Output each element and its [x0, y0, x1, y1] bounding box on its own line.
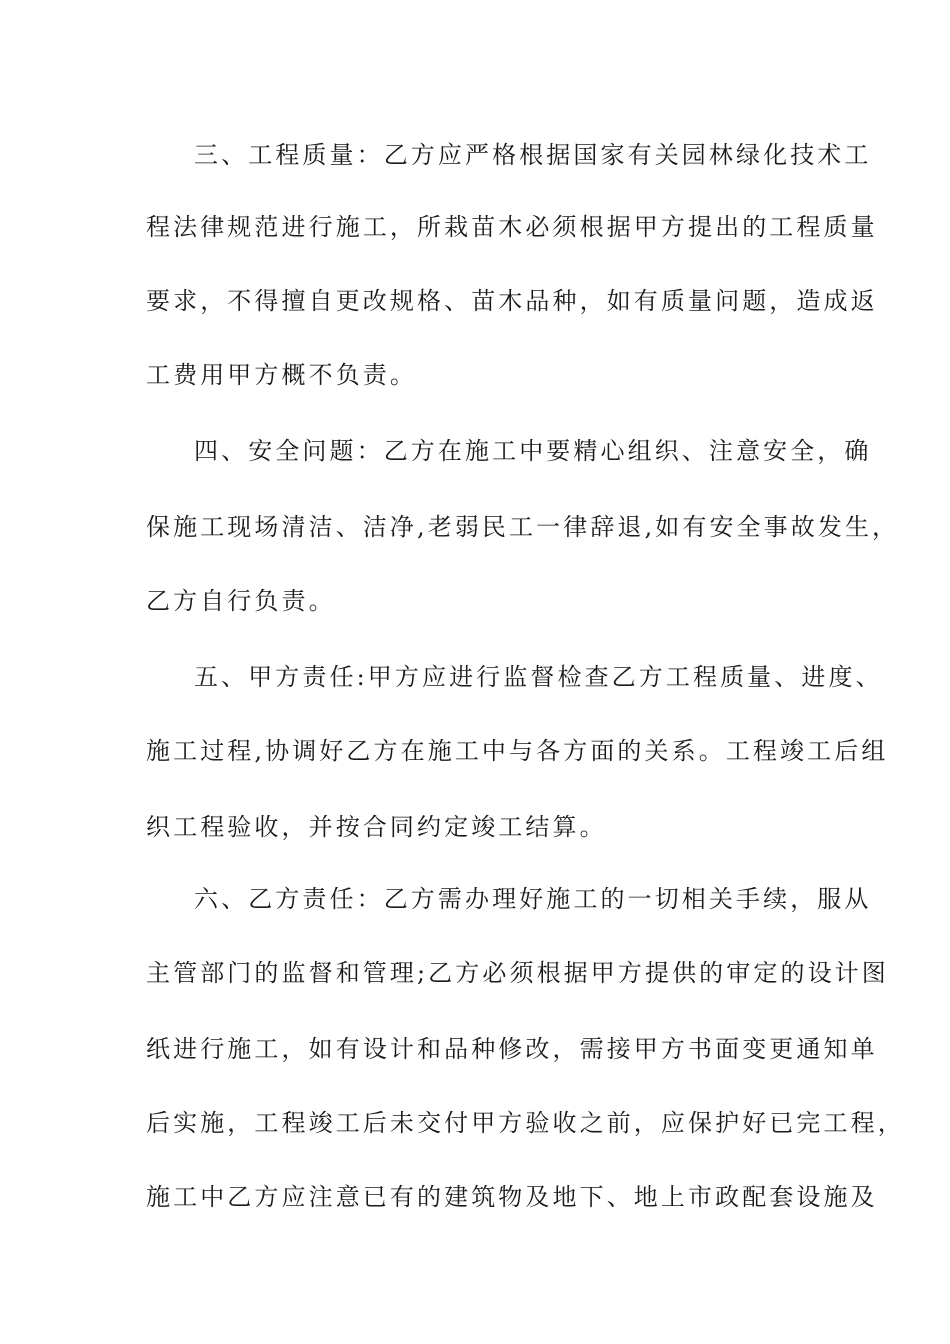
paragraph-6-line-1: 六、乙方责任：乙方需办理好施工的一切相关手续，服从 — [194, 885, 872, 913]
paragraph-4-line-2: 保施工现场清洁、洁净,老弱民工一律辞退,如有安全事故发生， — [146, 513, 900, 541]
paragraph-4-line-3: 乙方自行负责。 — [146, 587, 336, 615]
paragraph-5-line-3: 织工程验收，并按合同约定竣工结算。 — [146, 813, 607, 841]
paragraph-6-line-4: 后实施，工程竣工后未交付甲方验收之前，应保护好已完工程， — [146, 1109, 905, 1137]
paragraph-5-line-2: 施工过程,协调好乙方在施工中与各方面的关系。工程竣工后组 — [146, 737, 889, 765]
paragraph-3-line-1: 三、工程质量：乙方应严格根据国家有关园林绿化技术工 — [194, 141, 872, 169]
paragraph-6-line-2: 主管部门的监督和管理;乙方必须根据甲方提供的审定的设计图 — [146, 959, 889, 987]
paragraph-3-line-4: 工费用甲方概不负责。 — [146, 361, 417, 389]
paragraph-4-line-1: 四、安全问题：乙方在施工中要精心组织、注意安全，确 — [194, 437, 872, 465]
paragraph-6-line-3: 纸进行施工，如有设计和品种修改，需接甲方书面变更通知单 — [146, 1035, 878, 1063]
paragraph-6-line-5: 施工中乙方应注意已有的建筑物及地下、地上市政配套设施及 — [146, 1183, 878, 1211]
paragraph-3-line-2: 程法律规范进行施工，所栽苗木必须根据甲方提出的工程质量 — [146, 213, 878, 241]
paragraph-5-line-1: 五、甲方责任:甲方应进行监督检查乙方工程质量、进度、 — [194, 663, 883, 691]
paragraph-3-line-3: 要求，不得擅自更改规格、苗木品种，如有质量问题，造成返 — [146, 287, 878, 315]
